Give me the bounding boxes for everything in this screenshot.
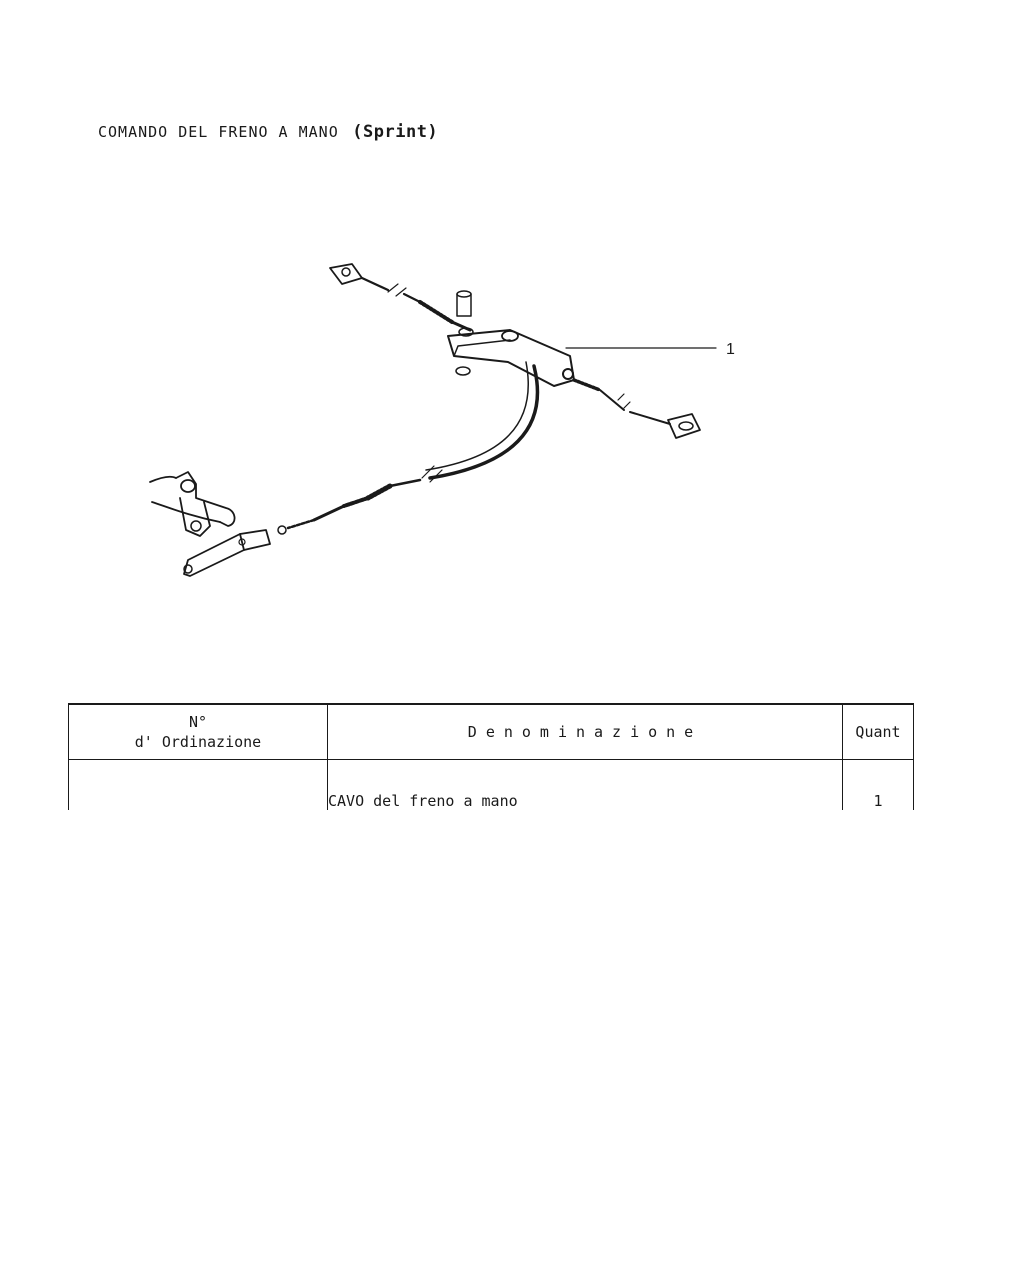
parts-table xyxy=(68,703,914,810)
header-order-number-line2: d' Ordinazione xyxy=(134,733,262,751)
callout-number: 1 xyxy=(726,341,735,358)
table-header-row xyxy=(69,704,914,760)
header-description-label: Denominazione xyxy=(467,723,703,741)
title-sub: (Sprint) xyxy=(352,122,439,142)
header-quantity xyxy=(843,704,914,760)
header-description xyxy=(328,704,843,760)
handbrake-lever-axle xyxy=(150,472,235,536)
cell-order-number xyxy=(69,760,328,811)
handbrake-cable-diagram xyxy=(130,240,750,600)
cell-description: CAVO del freno a mano xyxy=(328,760,843,811)
equalizer-bracket xyxy=(448,328,574,386)
right-cable-end xyxy=(574,380,700,438)
upper-eyelet-end xyxy=(330,264,420,302)
title-main: COMANDO DEL FRENO A MANO xyxy=(98,123,339,141)
sheathed-cable xyxy=(288,362,537,528)
table-row xyxy=(69,760,914,811)
cell-quantity: 1 xyxy=(843,760,914,811)
page-title xyxy=(98,122,438,142)
header-order-number xyxy=(69,704,328,760)
lower-clevis-end xyxy=(184,526,286,576)
header-order-number-line1: N° xyxy=(188,713,208,731)
clevis-pin xyxy=(457,291,471,316)
header-quantity-label: Quant xyxy=(855,723,901,741)
